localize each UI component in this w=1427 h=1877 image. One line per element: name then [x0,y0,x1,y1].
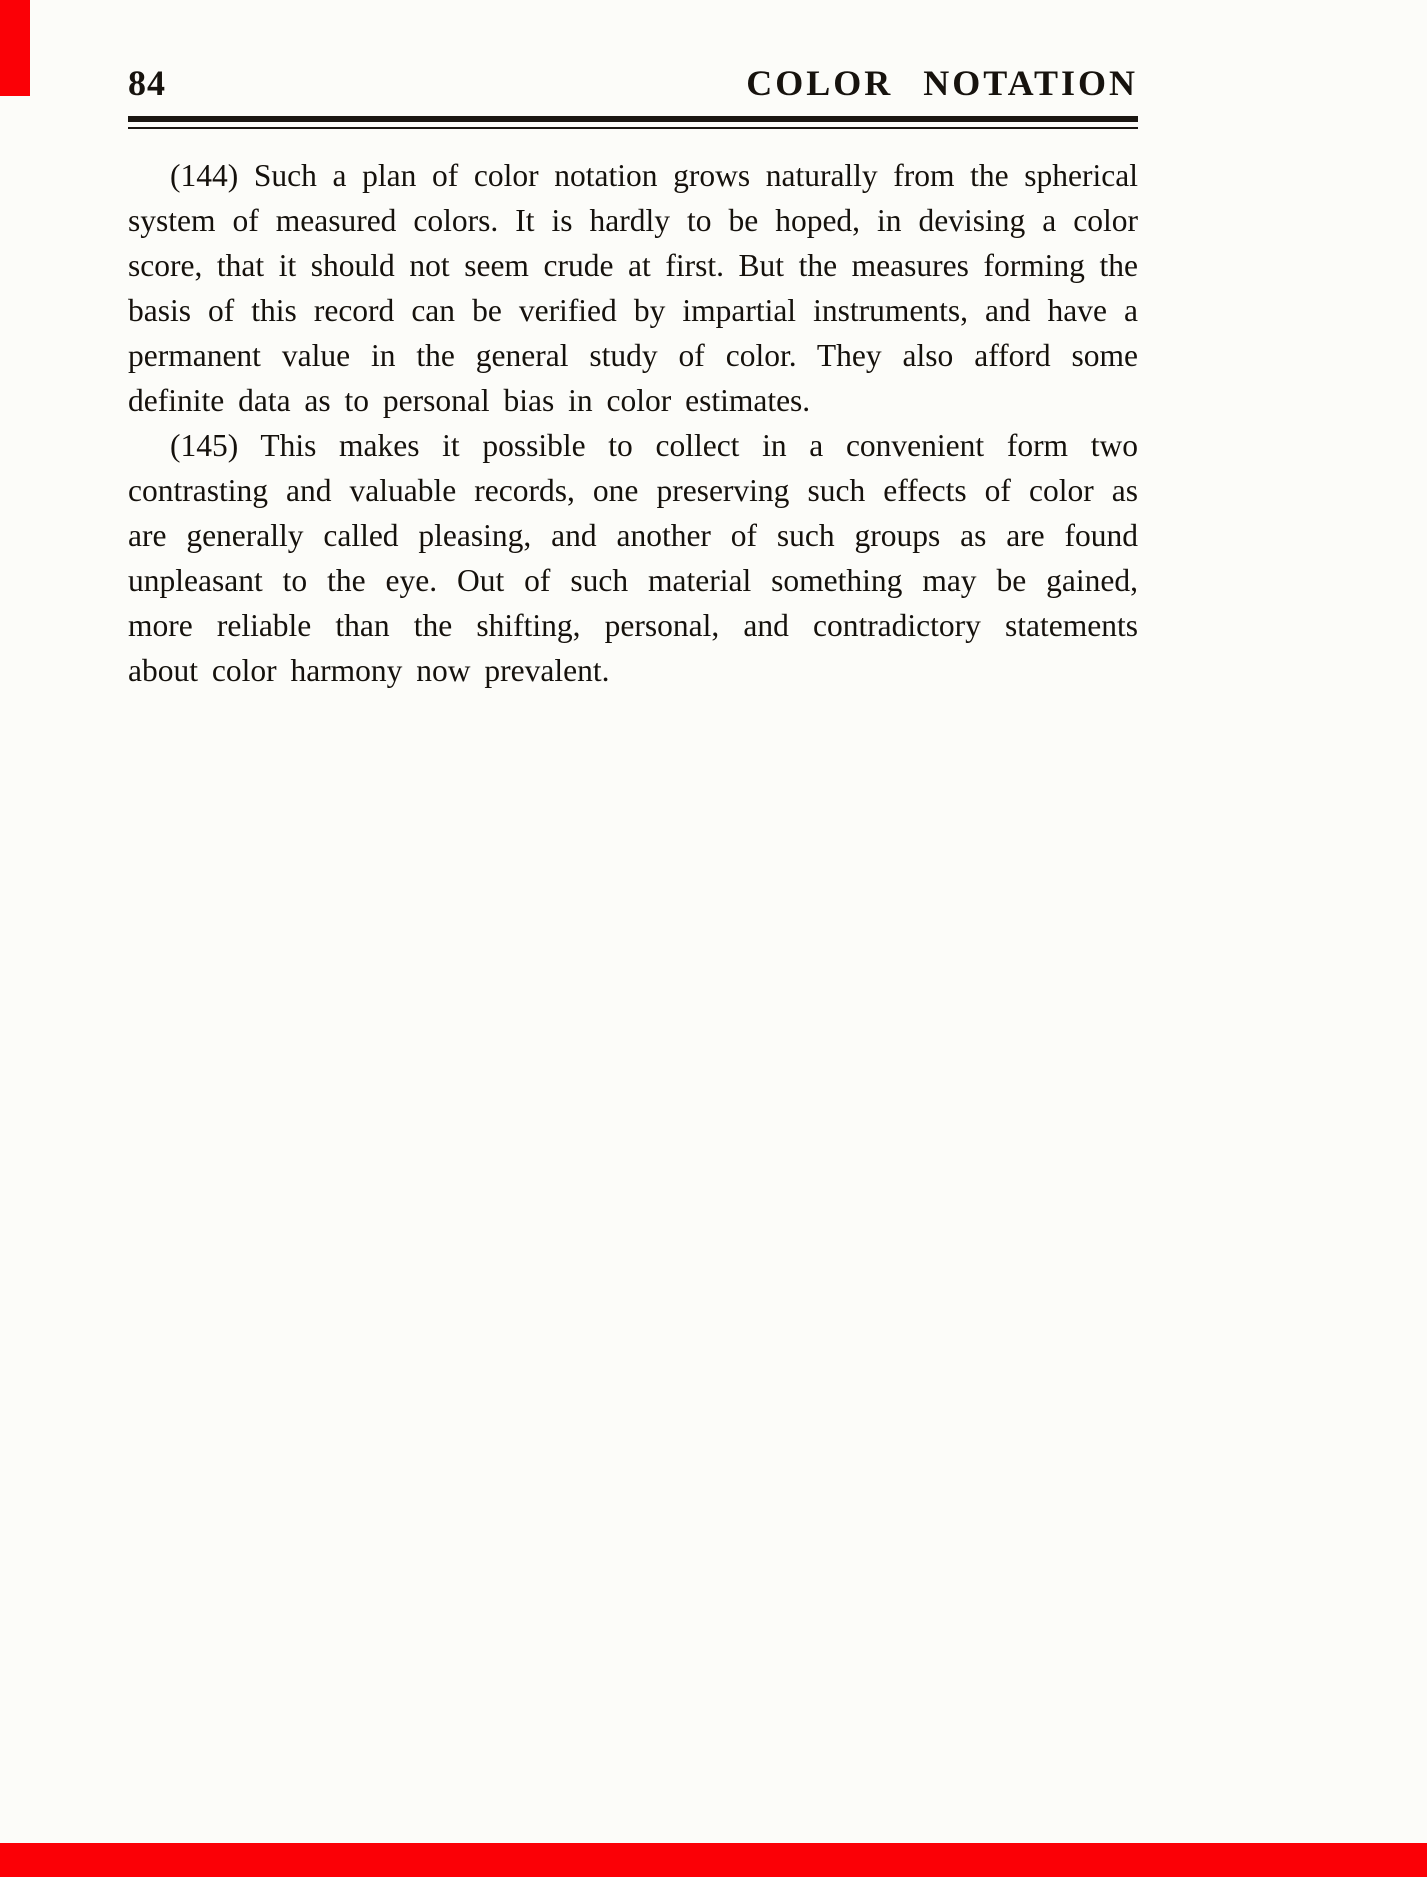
page-content [128,64,1138,693]
scan-edge-artifact-bottom [0,1843,1427,1877]
header-rule-thin [128,127,1138,129]
page-number: 84 [128,63,166,103]
body-text [128,153,1138,693]
header-rule-thick [128,116,1138,122]
page-header [128,64,1138,104]
paragraph-145: (145) This makes it possible to collect in a convenient form two contrasting and valuable records, one preserving such effects of color as are generally called pleasing, and another of such groups as are found unpleasant to the eye. Out of such material something may be gained, more reliable than the shifting, personal, and contradictory statements about color harmony now prevalent. [128,427,1138,688]
running-title: COLOR NOTATION [746,63,1138,103]
paragraph-144: (144) Such a plan of color notation grows naturally from the spherical system of measured colors. It is hardly to be hoped, in devising a color score, that it should not seem crude at first. But the measures forming the basis of this record can be verified by impartial instruments, and have a permanent value in the general study of color. They also afford some definite data as to personal bias in color estimates. [128,157,1138,418]
scan-edge-artifact-left [0,0,30,96]
